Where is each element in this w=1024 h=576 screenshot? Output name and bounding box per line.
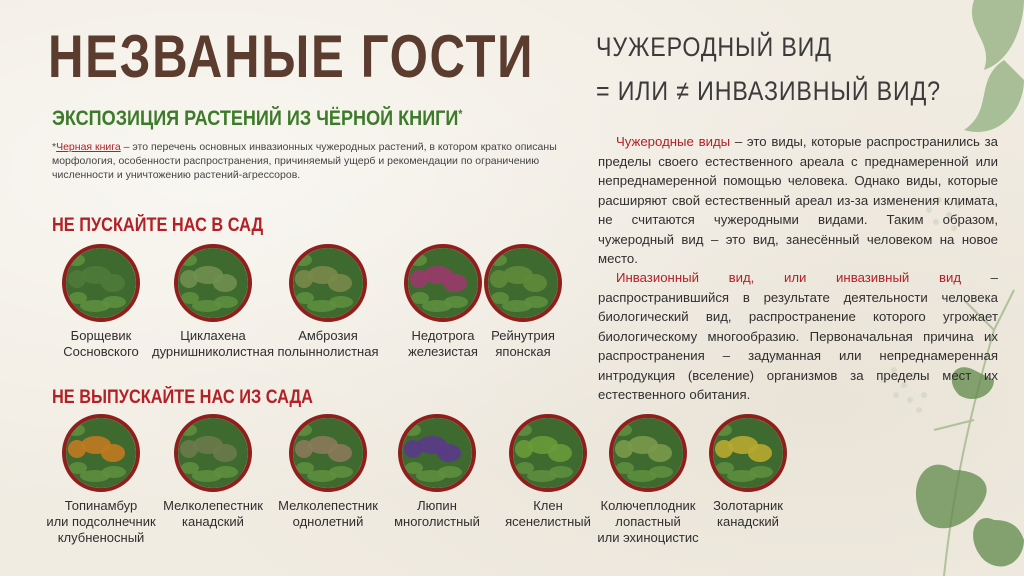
page-title: НЕЗВАНЫЕ ГОСТИ bbox=[48, 23, 535, 90]
footnote-text: – это перечень основных инвазионных чужеродных растений, в котором кратко описаны морфология, особенности распространения, причиняемый ущерб и рекомендации по ограничению численности и уничтожению растений-агрессоров. bbox=[52, 141, 557, 181]
plant-name-line1: Недотрога bbox=[411, 328, 475, 343]
alien-species-text: – это виды, которые распространились за пределы своего естественного ареала с преднамеренной или непреднамеренной помощью человека. Однако виды, которые расширяют свой естественный ареал из-за изменения климата, не считаются чужеродными видами. Таким образом, чужеродный вид – это вид, занесённый человеком на новое место. bbox=[598, 134, 998, 266]
plant-name-line2: многолистный bbox=[394, 514, 480, 529]
definition-alien-species bbox=[598, 132, 998, 269]
plant-name-line1: Топинамбур bbox=[64, 498, 138, 513]
plant-name-line2: ясенелистный bbox=[505, 514, 591, 529]
plant-name-line2: Сосновского bbox=[63, 344, 139, 359]
definition-invasive-species bbox=[598, 268, 998, 405]
footnote-mark: * bbox=[52, 141, 57, 153]
invasive-species-text: – распространившийся в результате деятельности человека биологический вид, распространение которого угрожает биологическому многообразию. Первоначальная причина их распространения – задуманная или непреднамеренная интродукция (вселение) организмов за пределы мест их естественного обитания. bbox=[598, 270, 998, 402]
plant-photo bbox=[398, 414, 476, 492]
plant-name bbox=[678, 498, 818, 530]
page-subtitle bbox=[52, 107, 462, 131]
plant-name-line1: Клен bbox=[533, 498, 563, 513]
plant-card[interactable] bbox=[453, 244, 593, 360]
plant-card[interactable] bbox=[678, 414, 818, 530]
plant-name-line2: железистая bbox=[408, 344, 478, 359]
subtitle-footnote-mark: * bbox=[458, 107, 463, 121]
plant-name bbox=[453, 328, 593, 360]
plant-name-line1: Мелколепестник bbox=[278, 498, 378, 513]
plant-photo bbox=[289, 244, 367, 322]
plant-photo bbox=[709, 414, 787, 492]
plant-name-line2: или подсолнечник bbox=[46, 514, 156, 529]
plant-photo bbox=[609, 414, 687, 492]
plant-photo bbox=[62, 244, 140, 322]
plant-photo bbox=[289, 414, 367, 492]
footnote-term-link[interactable]: Черная книга bbox=[56, 141, 121, 153]
footnote bbox=[52, 140, 562, 182]
plant-name-line1: Люпин bbox=[417, 498, 457, 513]
right-heading-line2: = ИЛИ ≠ ИНВАЗИВНЫЙ ВИД? bbox=[596, 76, 941, 106]
plant-name-line1: Золотарник bbox=[713, 498, 783, 513]
subtitle-text: ЭКСПОЗИЦИЯ РАСТЕНИЙ ИЗ ЧЁРНОЙ КНИГИ bbox=[52, 107, 459, 130]
plant-photo bbox=[509, 414, 587, 492]
plant-name-line1: Мелколепестник bbox=[163, 498, 263, 513]
section-title-dont-let-in: НЕ ПУСКАЙТЕ НАС В САД bbox=[52, 215, 264, 236]
plant-name-line2: канадский bbox=[182, 514, 244, 529]
term-alien-species: Чужеродные виды bbox=[616, 134, 731, 149]
section-title-dont-let-out: НЕ ВЫПУСКАЙТЕ НАС ИЗ САДА bbox=[52, 387, 313, 408]
plant-name-line2: японская bbox=[495, 344, 551, 359]
plant-photo bbox=[174, 244, 252, 322]
plant-photo bbox=[174, 414, 252, 492]
plant-name-line1: Колючеплодник bbox=[600, 498, 696, 513]
plant-name-line1: Борщевик bbox=[70, 328, 132, 343]
plant-photo bbox=[62, 414, 140, 492]
right-heading-line1: ЧУЖЕРОДНЫЙ ВИД bbox=[596, 32, 832, 62]
plant-name-line2: дурнишниколистная bbox=[151, 344, 274, 359]
plant-name-line2: однолетний bbox=[292, 514, 364, 529]
term-invasive-species: Инвазионный вид, или инвазивный вид bbox=[616, 270, 962, 285]
plant-name-line2: полыннолистная bbox=[277, 344, 379, 359]
plant-name-line1: Амброзия bbox=[298, 328, 358, 343]
plant-name-line2: лопастный bbox=[615, 514, 681, 529]
plant-name-line3: клубненосный bbox=[57, 530, 145, 545]
plant-photo bbox=[484, 244, 562, 322]
plant-name-line2: канадский bbox=[717, 514, 779, 529]
plant-name-line3: или эхиноцистис bbox=[597, 530, 699, 545]
plant-name-line1: Рейнутрия bbox=[491, 328, 555, 343]
plant-name-line1: Циклахена bbox=[180, 328, 246, 343]
